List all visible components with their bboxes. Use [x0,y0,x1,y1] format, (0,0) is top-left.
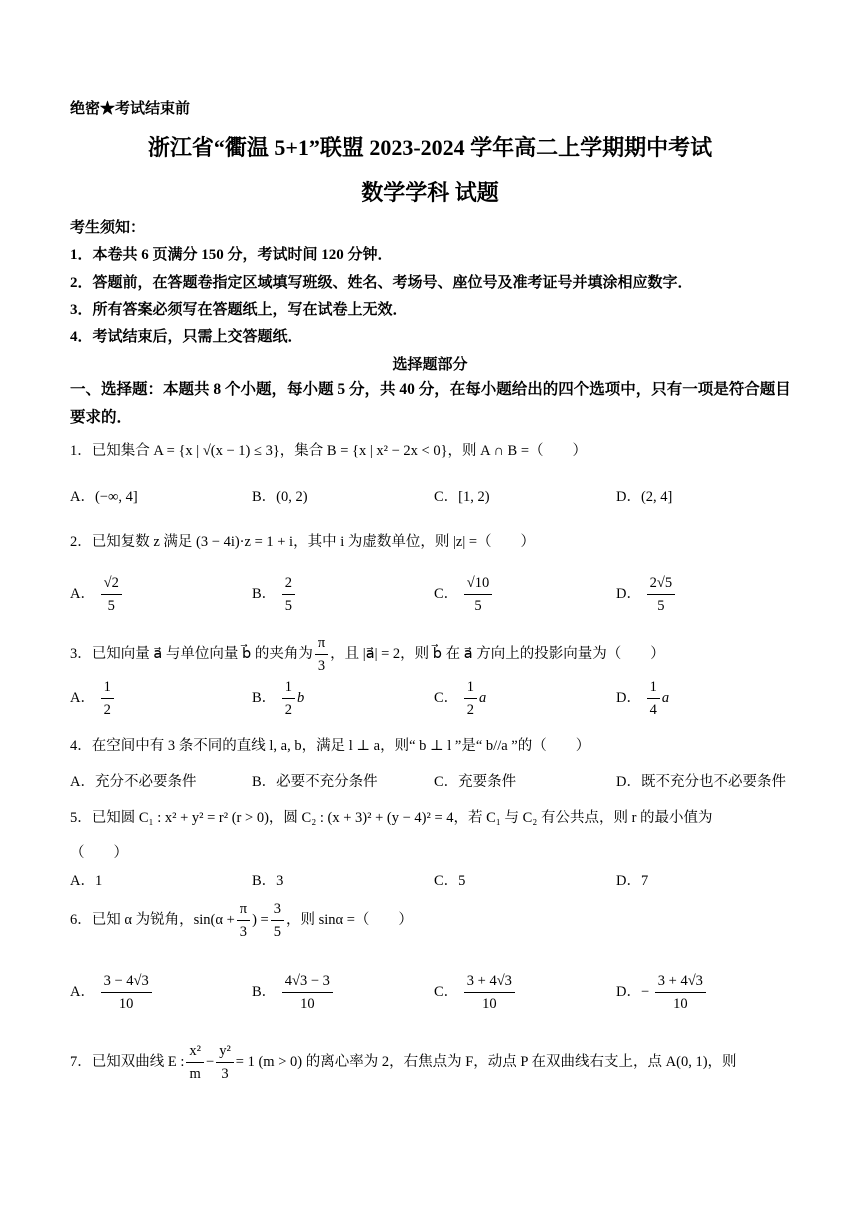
fraction [237,898,250,943]
question-6-stem [70,898,413,943]
q6-option-d [616,970,708,1015]
fraction [464,572,492,617]
question-3-stem [70,632,665,677]
q4-option-d: D．既不充分也不必要条件 [616,774,786,790]
q1-option-a: A．(−∞, 4] [70,489,138,505]
numerator: π [315,632,328,655]
fraction [216,1040,234,1085]
numerator: 3 + 4√3 [655,970,706,993]
q3-option-d [616,676,680,721]
stem-part: = 1 (m > 0) 的离心率为 2，右焦点为 F，动点 P 在双曲线右支上，点 A(0, 1)，则 [235,1053,737,1070]
stem-part: 3．已知向量 a⃗ 与单位向量 b⃗ 的夹角为 [70,645,313,662]
fraction [315,632,328,677]
denominator: 3 [317,658,326,674]
vector-suffix: a⃗ [661,689,681,706]
option-label: D． [616,585,641,602]
sign: − [640,983,650,1000]
denominator: 3 [239,924,248,940]
numerator: 1 [647,676,660,699]
exam-title: 浙江省“衢温 5+1”联盟 2023-2024 学年高二上学期期中考试 [147,135,713,160]
fraction [101,970,152,1015]
stem-part: ，则 sinα =（ ） [285,911,413,928]
numerator: 3 − 4√3 [101,970,152,993]
q4-option-b: B．必要不充分条件 [252,774,378,790]
question-1-stem: 1．已知集合 A = {x | √(x − 1) ≤ 3}，集合 B = {x | x² − 2x < 0}，则 A ∩ B =（ ） [70,443,588,459]
q5-option-d: D．7 [616,873,649,889]
denominator: 5 [107,598,115,614]
q3-option-b [252,676,316,721]
numerator: 3 + 4√3 [464,970,515,993]
option-label: D． [616,689,641,706]
fraction [282,970,333,1015]
option-label: A． [70,585,95,602]
numerator: √2 [101,572,122,595]
fraction [647,676,660,721]
notice-item: 1．本卷共 6 页满分 150 分，考试时间 120 分钟． [70,247,393,263]
denominator: 2 [466,702,475,718]
option-label: B． [252,585,277,602]
q2-option-c [434,572,494,617]
notice-item: 3．所有答案必须写在答题纸上，写在试卷上无效． [70,302,408,318]
q4-option-a: A．充分不必要条件 [70,774,197,790]
option-label: C． [434,585,459,602]
denominator: 5 [657,598,665,614]
question-7-stem [70,1040,737,1085]
q5-option-a: A．1 [70,873,103,889]
stem-part: 7．已知双曲线 E : [70,1053,185,1070]
fraction [186,1040,204,1085]
denominator: 3 [221,1066,229,1082]
stem-part: ，且 |a⃗| = 2，则 b⃗ 在 a⃗ 方向上的投影向量为（ ） [330,645,665,662]
q5-option-c: C．5 [434,873,466,889]
numerator: x² [186,1040,204,1063]
q1-option-b: B．(0, 2) [252,489,308,505]
q6-option-c [434,970,517,1015]
fraction [282,676,295,721]
vector-suffix: a⃗ [479,689,498,706]
denominator: 10 [482,996,497,1012]
stem-part: ) = [252,911,269,928]
numerator: 1 [282,676,295,699]
q1-option-d: D．(2, 4] [616,489,673,505]
notice-heading: 考生须知： [70,220,146,236]
denominator: 2 [284,702,293,718]
q3-option-a [70,676,116,721]
numerator: 1 [101,676,114,699]
numerator: 2√5 [647,572,675,595]
fraction [464,676,477,721]
question-2-stem: 2．已知复数 z 满足 (3 − 4i)·z = 1 + i，其中 i 为虚数单位，则 |z| =（ ） [70,534,536,550]
fraction [101,572,122,617]
vector-suffix: b⃗ [297,689,316,706]
q6-option-b [252,970,335,1015]
denominator: 2 [103,702,111,718]
section-instruction: 一、选择题：本题共 8 个小题，每小题 5 分，共 40 分，在每小题给出的四个选项中，只有一项是符合题目要求的． [70,381,791,426]
fraction [655,970,706,1015]
fraction [271,898,284,943]
denominator: 5 [284,598,293,614]
stem-part: 6．已知 α 为锐角，sin(α + [70,911,235,928]
question-4-stem: 4．在空间中有 3 条不同的直线 l, a, b，满足 l ⊥ a，则“ b ⊥ l ”是“ b//a ”的（ ） [70,738,591,754]
numerator: 3 [271,898,284,921]
q2-option-d [616,572,677,617]
q3-option-c [434,676,498,721]
denominator: m [189,1066,201,1082]
option-label: C． [434,689,459,706]
q1-option-c: C．[1, 2) [434,489,490,505]
numerator: y² [216,1040,234,1063]
denominator: 10 [118,996,134,1012]
q2-option-b [252,572,297,617]
fraction [282,572,295,617]
denominator: 5 [474,598,482,614]
q2-option-a [70,572,124,617]
numerator: π [237,898,250,921]
option-label: A． [70,689,95,706]
numerator: 1 [464,676,477,699]
option-label: B． [252,689,277,706]
numerator: 2 [282,572,295,595]
numerator: 4√3 − 3 [282,970,333,993]
q5-option-b: B．3 [252,873,284,889]
q6-option-a [70,970,154,1015]
numerator: √10 [464,572,492,595]
question-5-stem: 5．已知圆 C₁ : x² + y² = r² (r > 0)，圆 C₂ : (x + 3)² + (y − 4)² = 4，若 C₁ 与 C₂ 有公共点，则 r 的最小值为 [70,810,713,826]
minus-sign: − [206,1053,215,1070]
option-label: A． [70,983,95,1000]
exam-subtitle: 数学学科 试题 [361,180,499,205]
confidential-label: 绝密★考试结束前 [70,101,191,117]
notice-item: 2．答题前，在答题卷指定区域填写班级、姓名、考场号、座位号及准考证号并填涂相应数字． [70,275,693,291]
fraction [647,572,675,617]
section-title: 选择题部分 [392,357,468,373]
denominator: 10 [673,996,688,1012]
question-5-stem-cont: （ ） [70,845,128,861]
fraction [101,676,114,721]
denominator: 4 [649,702,657,718]
fraction [464,970,515,1015]
denominator: 5 [273,924,281,940]
option-label: C． [434,983,459,1000]
option-label: B． [252,983,277,1000]
option-label: D． [616,983,641,1000]
q4-option-c: C．充要条件 [434,774,517,790]
notice-item: 4．考试结束后，只需上交答题纸． [70,329,303,345]
denominator: 10 [300,996,315,1012]
